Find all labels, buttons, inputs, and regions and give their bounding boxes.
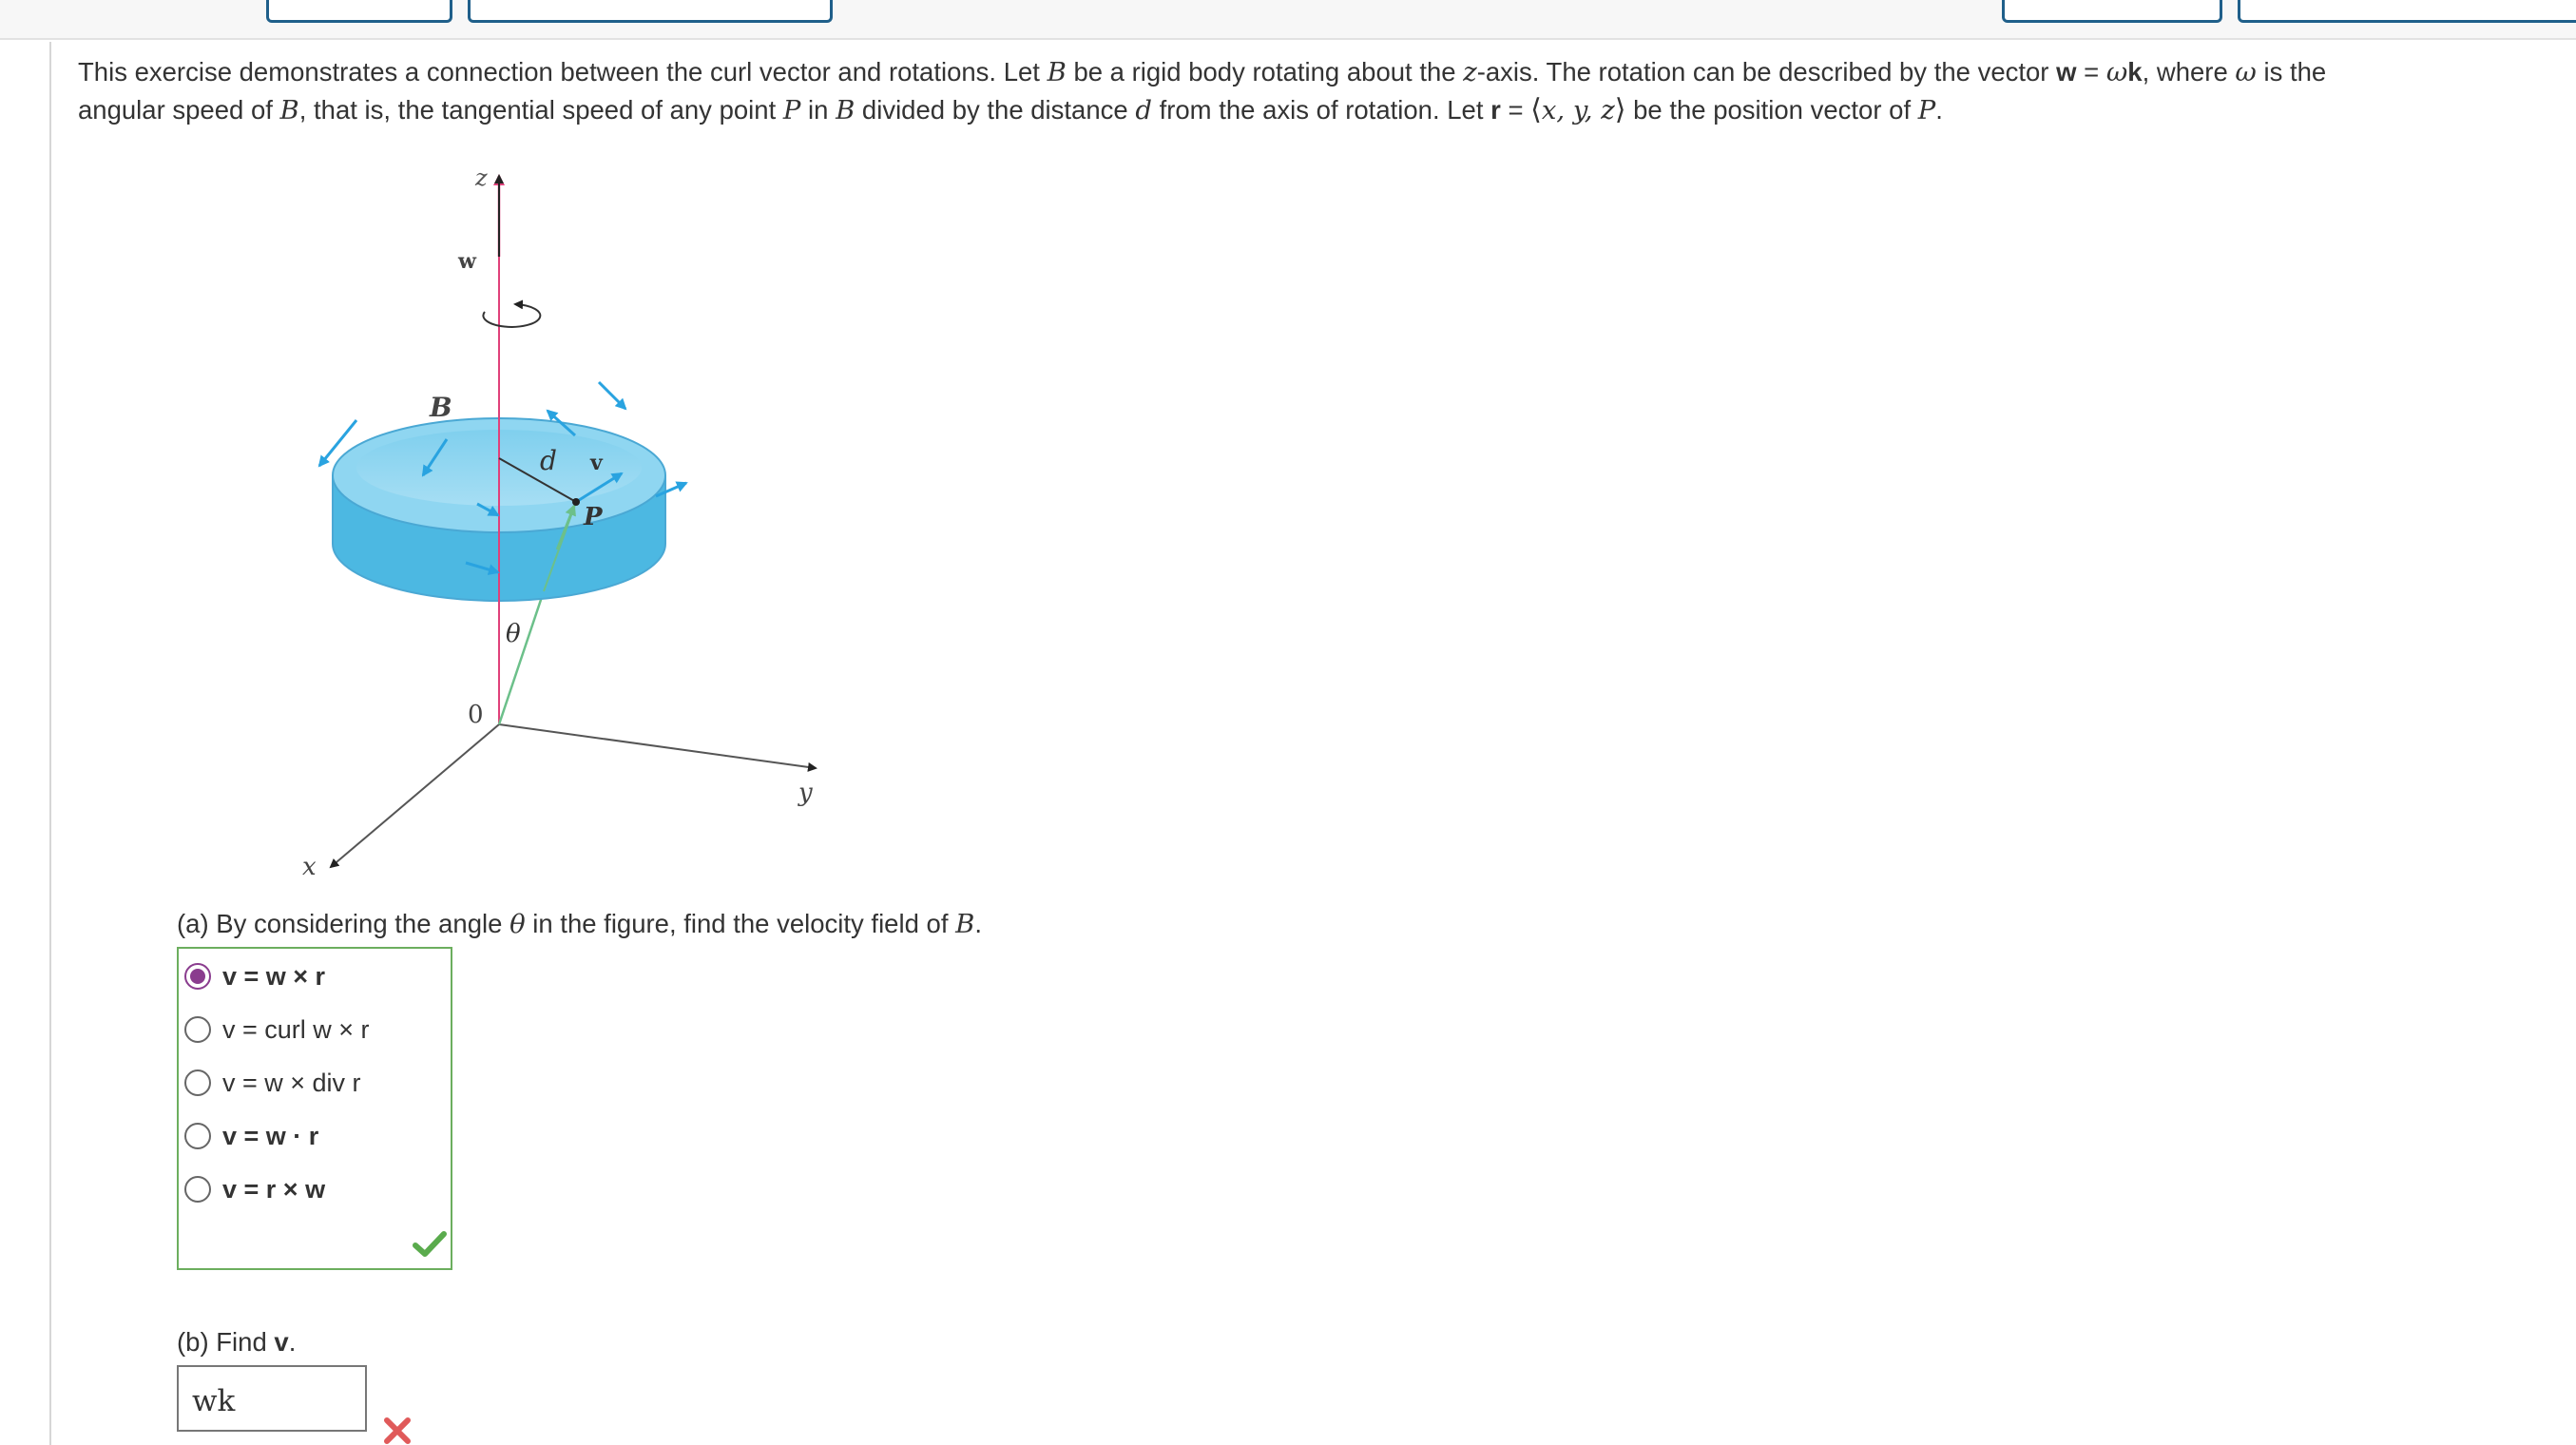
incorrect-x-icon xyxy=(382,1416,413,1445)
choice-w-cross-r[interactable]: v = w × r xyxy=(184,960,325,992)
x-axis-label: x xyxy=(302,853,317,881)
left-divider xyxy=(49,42,51,1445)
p-label: P xyxy=(584,503,603,531)
radio-selected[interactable] xyxy=(184,963,211,990)
x-axis xyxy=(331,724,499,867)
rotation-arrow xyxy=(483,304,540,327)
choice-r-cross-w[interactable]: v = r × w xyxy=(184,1173,325,1205)
correct-check-icon xyxy=(413,1230,447,1259)
toolbar-button-4[interactable] xyxy=(2238,0,2576,23)
part-a-question: (a) By considering the angle θ in the figure, find the velocity field of B. xyxy=(177,909,982,939)
top-toolbar xyxy=(0,0,2576,40)
problem-line-2: angular speed of B, that is, the tangential speed of any point P in B divided by the distance d from the axis of rotation. Let r = ⟨x, y, z⟩ be the position vector of P. xyxy=(78,93,1943,126)
radio-unselected[interactable] xyxy=(184,1123,211,1149)
part-b-answer-input[interactable]: wk xyxy=(177,1365,367,1432)
b-label: B xyxy=(430,392,452,423)
problem-statement xyxy=(78,53,2549,129)
part-a-choices xyxy=(177,947,452,1270)
velocity-arrow-back xyxy=(599,382,625,409)
problem-line-1: This exercise demonstrates a connection between the curl vector and rotations. Let B be a rigid body rotating about the z-axis. The rotation can be described by the vector w = ωk, where ω is the xyxy=(78,57,2327,87)
part-b-question: (b) Find v. xyxy=(177,1327,297,1357)
rotation-figure xyxy=(285,162,855,884)
toolbar-button-1[interactable] xyxy=(266,0,452,23)
y-axis-label: y xyxy=(798,779,813,807)
theta-label: θ xyxy=(506,620,521,648)
radio-unselected[interactable] xyxy=(184,1069,211,1096)
z-axis-label: z xyxy=(475,164,488,191)
choice-w-cross-div-r[interactable]: v = w × div r xyxy=(184,1067,361,1099)
radio-unselected[interactable] xyxy=(184,1176,211,1203)
choice-curl-w-cross-r[interactable]: v = curl w × r xyxy=(184,1013,370,1046)
w-label: w xyxy=(458,249,476,274)
v-label: v xyxy=(590,451,603,475)
origin-label: 0 xyxy=(468,701,484,729)
d-label: d xyxy=(540,445,557,476)
y-axis xyxy=(499,724,816,768)
position-vector-r xyxy=(499,591,544,724)
radio-unselected[interactable] xyxy=(184,1016,211,1043)
toolbar-button-2[interactable] xyxy=(468,0,833,23)
toolbar-button-3[interactable] xyxy=(2002,0,2222,23)
point-p-dot xyxy=(572,498,580,506)
choice-w-dot-r[interactable]: v = w · r xyxy=(184,1120,318,1152)
